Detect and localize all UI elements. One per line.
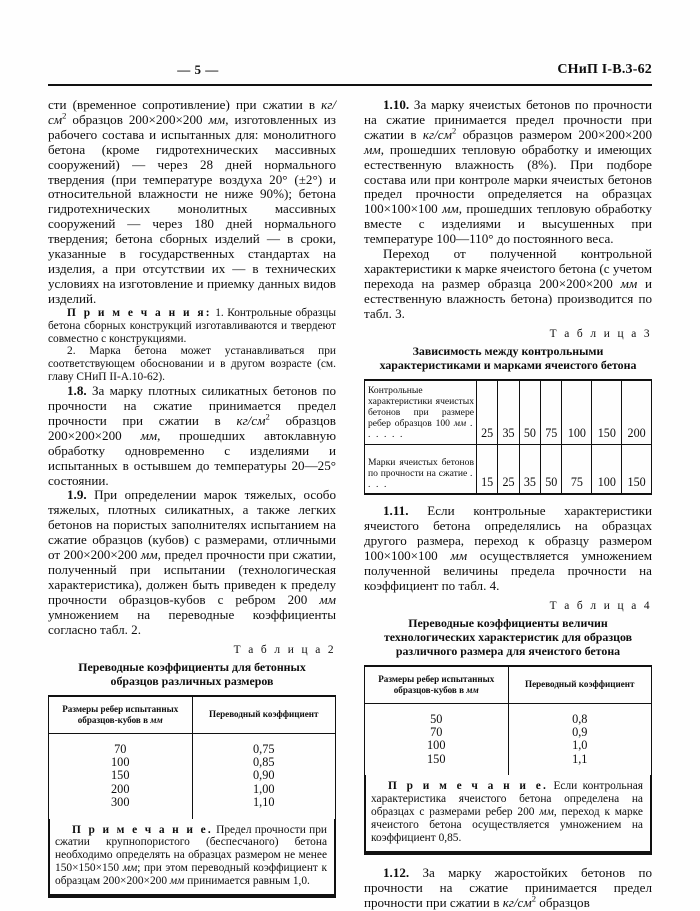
table-row bbox=[49, 796, 335, 818]
table-4-size: 70 bbox=[430, 725, 443, 740]
table-4-size: 50 bbox=[430, 711, 443, 726]
clause-1-8-number: 1.8. bbox=[67, 383, 87, 399]
table-4-size: 100 bbox=[427, 738, 446, 753]
table-3-row1-stub-text: Контрольные характеристики ячеистых бетонов при размере ребер образцов 100 bbox=[368, 384, 474, 430]
table-4-label: Т а б л и ц а 4 bbox=[549, 599, 652, 612]
paragraph-transition: Переход от полученной контрольной характеристики к марке ячеистого бетона (с учетом перехода на размер образца 200×200×200 мм и естественную влажность бетона) производится по табл. 3. bbox=[364, 246, 653, 321]
table-2-size: 300 bbox=[111, 795, 130, 810]
table-3-row1-dots: . . . . . . bbox=[368, 418, 474, 441]
table-2-note-para bbox=[55, 824, 327, 889]
table-4-title-line1: Переводные коэффициенты величин bbox=[408, 615, 608, 630]
table-2-title-line1: Переводные коэффициенты для бетонных bbox=[78, 659, 306, 674]
table-4-note-para bbox=[371, 780, 643, 845]
table-2-col2-header: Переводный коэффициент bbox=[192, 697, 335, 734]
table-4-note-text: Если контрольная характеристика ячеистого бетона определена на образцах с размерами ребер 200 мм, переход к марке ячеистого бетона осуществляется умножением на коэффициент 0,85. bbox=[371, 780, 643, 844]
table-2-coef: 0,90 bbox=[192, 769, 335, 782]
table-4-coef: 1,0 bbox=[508, 739, 651, 752]
clause-1-10 bbox=[364, 98, 652, 247]
table-3-cell: 200 bbox=[622, 381, 651, 445]
table-3-cell: 150 bbox=[592, 381, 622, 445]
table-3-body bbox=[365, 381, 651, 494]
table-2-grid bbox=[49, 697, 335, 819]
table-3-cell: 75 bbox=[541, 381, 562, 445]
table-3-title-line2: характеристиками и марками ячеистого бетона bbox=[379, 357, 637, 372]
table-4-col1-header-l2: образцов-кубов в bbox=[393, 684, 464, 695]
table-2-header-row bbox=[49, 697, 335, 734]
table-4-header-row bbox=[365, 667, 651, 704]
table-4-coef: 1,1 bbox=[508, 753, 651, 775]
page-folio: — 5 — bbox=[177, 62, 219, 77]
table-4-note-label: П р и м е ч а н и е. bbox=[388, 780, 549, 793]
table-4-col2-header: Переводный коэффициент bbox=[508, 667, 651, 704]
table-3-cell: 150 bbox=[627, 475, 646, 490]
table-row bbox=[365, 753, 651, 775]
clause-1-8 bbox=[48, 384, 336, 488]
clause-1-11-text: Если контрольные характеристики ячеистого бетона определялись на образцах другого размера, переход к образцу размером 100×100×100 мм осуществляется умножением полученной величины предела прочности на коэффициент по табл. 4. bbox=[364, 503, 652, 593]
table-2-title bbox=[48, 660, 336, 688]
table-row bbox=[365, 381, 651, 445]
table-3-cell: 35 bbox=[498, 381, 519, 445]
table-2-size: 200 bbox=[111, 781, 130, 796]
table-4-coef: 0,9 bbox=[508, 726, 651, 739]
notes-label: П р и м е ч а н и я: bbox=[67, 306, 212, 319]
document-number: СНиП I-В.3-62 bbox=[557, 62, 652, 77]
table-4-title-line2: технологических характеристик для образцов bbox=[383, 629, 633, 644]
table-3-row1-stub bbox=[365, 381, 477, 445]
table-2-col1-header-unit: мм bbox=[150, 714, 163, 725]
table-row bbox=[49, 733, 335, 756]
table-4-title bbox=[364, 616, 652, 658]
table-3-cell: 50 bbox=[541, 444, 562, 493]
table-2-size: 150 bbox=[111, 768, 130, 783]
table-2-body bbox=[49, 733, 335, 819]
header-rule bbox=[48, 84, 652, 86]
note-1-text: 1. Контрольные образцы бетона сборных конструкций изготавливаются и твердеют совместно с конструкциями. bbox=[48, 306, 336, 345]
table-2-col1-header-l2: образцов-кубов в bbox=[77, 714, 148, 725]
table-4-col1-header-unit: мм bbox=[466, 684, 479, 695]
clause-1-9-text: При определении марок тяжелых, особо тяжелых, плотных силикатных, а также легких бетонов на пористых заполнителях испытанием на сжатие образцов (кубов) с размерами, отличными от 200×200×200 мм, предел прочности при сжатии, полученный при испытании (технологическая характеристика), должен быть приведен к пределу прочности образцов-кубов с ребром 200 мм умножением на переводные коэффициенты согласно табл. 2. bbox=[48, 487, 337, 637]
clause-1-9-number: 1.9. bbox=[67, 487, 87, 503]
table-2-size: 100 bbox=[111, 754, 130, 769]
clause-1-12-text: За марку жаростойких бетонов по прочности на сжатие принимается предел прочности при сжатии в $кг/см^2$ образцов bbox=[364, 864, 652, 910]
table-3-row2-dots: . . . . bbox=[368, 467, 474, 491]
table-2-col1-header bbox=[49, 697, 192, 734]
clause-1-11-number: 1.11. bbox=[383, 503, 409, 519]
table-row bbox=[365, 703, 651, 726]
table-row bbox=[49, 783, 335, 796]
table-2-size: 70 bbox=[114, 741, 127, 756]
table-3-row1-stub-unit: мм bbox=[453, 418, 467, 430]
table-3-cell: 100 bbox=[562, 381, 592, 445]
table-2-label: Т а б л и ц а 2 bbox=[233, 643, 336, 656]
clause-1-10-number: 1.10. bbox=[383, 97, 410, 112]
table-4-grid bbox=[365, 667, 651, 776]
clause-1-11 bbox=[364, 504, 652, 593]
table-4-coef: 0,8 bbox=[508, 703, 651, 726]
table-4 bbox=[364, 665, 652, 855]
table-row bbox=[365, 444, 651, 493]
table-4-body bbox=[365, 703, 651, 775]
table-4-title-line3: различного размера для ячеистого бетона bbox=[395, 643, 621, 658]
table-2-coef: 0,85 bbox=[192, 756, 335, 769]
table-4-size: 150 bbox=[427, 751, 446, 766]
table-2-note-label: П р и м е ч а н и е. bbox=[72, 823, 213, 836]
table-3-cell: 25 bbox=[498, 444, 519, 493]
table-2-col1-header-l1: Размеры ребер испытанных bbox=[62, 703, 179, 714]
table-3-grid bbox=[365, 381, 651, 494]
table-2-coef: 0,75 bbox=[192, 733, 335, 756]
table-3-cell: 35 bbox=[519, 444, 540, 493]
table-3-title-line1: Зависимость между контрольными bbox=[412, 343, 604, 358]
table-row bbox=[365, 739, 651, 752]
table-2-title-line2: образцов различных размеров bbox=[110, 673, 274, 688]
clause-1-10-text: За марку ячеистых бетонов по прочности на сжатие принимается предел прочности при сжатии в $кг/см^2$ образцов размером 200×200×200 мм, прошедших тепловую обработку и имеющих естественную влажность (8%). При подборе состава или при контроле марки ячеистых бетонов предел прочности определяется на образцах 100×100×100 мм, прошедших тепловую обработку вместе с изделиями и высушенных при температуре 100—110° до постоянного веса. bbox=[364, 97, 653, 247]
table-2-note-text: Предел прочности при сжатии крупнопористого (беспесчаного) бетона необходимо определять на образцах размером не менее 150×150×150 мм; при этом переводный коэффициент к образцам 200×200×200 мм принимается равным 1,0. bbox=[55, 823, 327, 888]
table-2 bbox=[48, 695, 336, 899]
notes-block-1 bbox=[48, 307, 336, 346]
table-row bbox=[365, 726, 651, 739]
clause-1-8-text: За марку плотных силикатных бетонов по прочности на сжатие принимается предел прочности при сжатии в $кг/см^2$ образцов 200×200×200 мм, прошедших автоклавную обработку одновременно с изделиями и испытанных в остывшем до температуры 20—25° состоянии. bbox=[48, 383, 337, 488]
note-2: 2. Марка бетона может устанавливаться при соответствующем обосновании и в другом возрасте (см. главу СНиП II-А.10-62). bbox=[48, 345, 336, 384]
table-4-col1-header bbox=[365, 667, 508, 704]
left-column bbox=[48, 98, 336, 898]
table-3-cell: 100 bbox=[592, 444, 622, 493]
clause-1-9 bbox=[48, 488, 336, 637]
table-row bbox=[49, 769, 335, 782]
table-2-note bbox=[49, 819, 335, 897]
clause-1-12 bbox=[364, 866, 652, 911]
clause-1-12-number: 1.12. bbox=[383, 864, 410, 880]
running-head bbox=[48, 62, 652, 88]
table-3-cell: 25 bbox=[477, 381, 498, 445]
paragraph-continued: сти (временное сопротивление) при сжатии в $кг/см^2$ образцов 200×200×200 мм, изготовленных из рабочего состава и испытанных для: монолитного бетона (кроме гидротехнических массивных сооружений) — через 28 дней нормального твердения (при температуре воздуха 20° (±2°) и относительной влажности не ниже 90%); бетона гидротехнических монолитных массивных сооружений — через 180 дней нормального твердения; бетона сборных изделий — в сроки, указанные в государственных стандартах на изделия, а при отсутствии их — в технических условиях на изготовление и приемку данных видов изделий. bbox=[48, 97, 336, 306]
table-3-cell: 75 bbox=[562, 444, 592, 493]
table-row bbox=[49, 756, 335, 769]
right-column bbox=[364, 98, 652, 911]
table-4-note bbox=[365, 775, 651, 853]
table-3-cell: 15 bbox=[477, 444, 498, 493]
table-3 bbox=[364, 379, 652, 496]
table-2-coef: 1,00 bbox=[192, 783, 335, 796]
table-3-row2-stub bbox=[365, 444, 477, 493]
table-3-label: Т а б л и ц а 3 bbox=[549, 327, 652, 340]
table-2-coef: 1,10 bbox=[192, 796, 335, 818]
table-4-col1-header-l1: Размеры ребер испытанных bbox=[378, 673, 495, 684]
table-3-cell: 50 bbox=[519, 381, 540, 445]
table-3-title bbox=[364, 344, 652, 372]
table-3-row2-stub-text: Марки ячеистых бетонов по прочности на сжатие bbox=[368, 456, 474, 479]
